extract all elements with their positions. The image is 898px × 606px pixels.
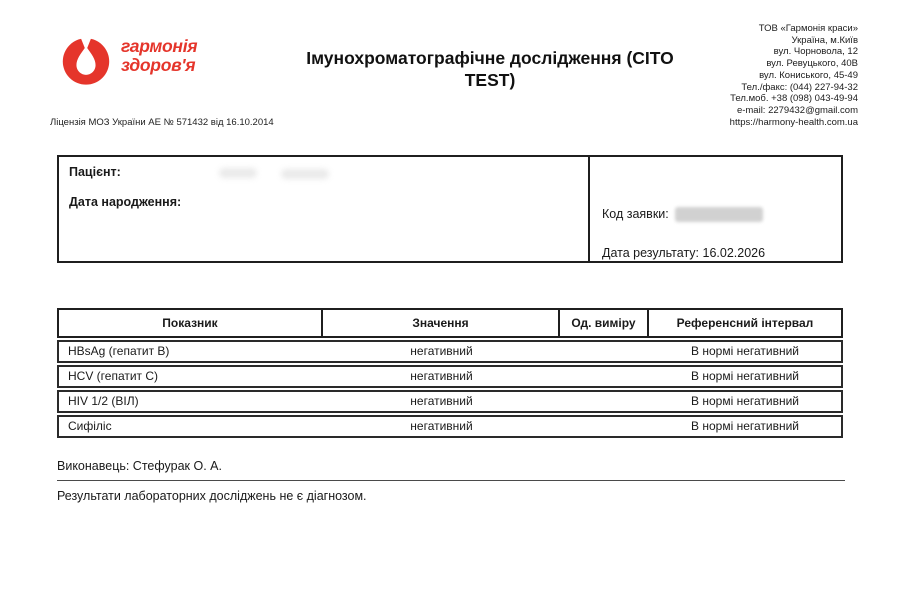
request-code-line bbox=[602, 207, 763, 222]
reference-cell: В нормі негативний bbox=[691, 344, 799, 358]
col-header-reference: Референсний інтервал bbox=[676, 316, 814, 330]
harmony-heart-drop-icon bbox=[57, 26, 115, 95]
value-cell: негативний bbox=[410, 419, 473, 433]
contact-line: вул. Чорновола, 12 bbox=[773, 46, 858, 58]
table-header-row bbox=[57, 308, 843, 338]
contact-line: https://harmony-health.com.ua bbox=[729, 116, 858, 128]
indicator-cell: HBsAg (гепатит В) bbox=[68, 344, 170, 358]
clinic-contact-block bbox=[730, 23, 858, 128]
patient-name-redaction bbox=[219, 168, 257, 178]
col-header-unit: Од. виміру bbox=[560, 310, 649, 336]
patient-info-box bbox=[57, 155, 843, 263]
logo-line2: здоров'я bbox=[121, 55, 196, 75]
license-line: Ліцензія МОЗ України АЕ № 571432 від 16.10.2014 bbox=[50, 117, 274, 128]
result-date-label: Дата результату: bbox=[602, 246, 700, 260]
table-row bbox=[57, 390, 843, 413]
contact-line: e-mail: 2279432@gmail.com bbox=[736, 104, 858, 116]
birthdate-label: Дата народження: bbox=[69, 195, 182, 209]
contact-line: Україна, м.Київ bbox=[791, 34, 858, 46]
footer-divider bbox=[57, 480, 845, 481]
patient-name-redaction bbox=[281, 169, 329, 179]
unit-cell bbox=[560, 417, 649, 436]
executor-line: Виконавець: Стефурак О. А. bbox=[57, 459, 222, 473]
request-code-redaction bbox=[675, 207, 763, 222]
table-row bbox=[57, 365, 843, 388]
page-title: Імунохроматографічне дослідження (CITO TEST) bbox=[306, 48, 674, 90]
contact-line: Тел./факс: (044) 227-94-32 bbox=[741, 81, 858, 93]
col-header-indicator: Показник bbox=[59, 310, 323, 336]
indicator-cell: HCV (гепатит С) bbox=[68, 369, 159, 383]
patient-label: Пацієнт: bbox=[69, 165, 121, 179]
table-row bbox=[57, 340, 843, 363]
col-header-value: Значення bbox=[323, 310, 560, 336]
reference-cell: В нормі негативний bbox=[691, 419, 799, 433]
value-cell: негативний bbox=[410, 394, 473, 408]
indicator-cell: HIV 1/2 (ВІЛ) bbox=[68, 394, 139, 408]
request-code-label: Код заявки: bbox=[602, 207, 669, 221]
results-rows bbox=[57, 340, 843, 438]
reference-cell: В нормі негативний bbox=[691, 394, 799, 408]
indicator-cell: Сифіліс bbox=[68, 419, 112, 433]
contact-line: ТОВ «Гармонія краси» bbox=[758, 23, 858, 34]
unit-cell bbox=[560, 392, 649, 411]
contact-line: вул. Ревуцького, 40В bbox=[766, 58, 858, 70]
value-cell: негативний bbox=[410, 369, 473, 383]
reference-cell: В нормі негативний bbox=[691, 369, 799, 383]
unit-cell bbox=[560, 367, 649, 386]
disclaimer-line: Результати лабораторних досліджень не є діагнозом. bbox=[57, 489, 367, 503]
value-cell: негативний bbox=[410, 344, 473, 358]
result-date-value: 16.02.2026 bbox=[702, 246, 766, 260]
contact-line: вул. Кониського, 45-49 bbox=[759, 69, 858, 81]
box-divider bbox=[588, 157, 590, 261]
contact-line: Тел.моб. +38 (098) 043-49-94 bbox=[730, 93, 858, 105]
logo-line1: гармонія bbox=[121, 36, 198, 56]
results-table bbox=[57, 308, 843, 438]
table-row bbox=[57, 415, 843, 438]
result-date-line bbox=[602, 246, 765, 260]
unit-cell bbox=[560, 342, 649, 361]
logo-wordmark bbox=[121, 37, 197, 75]
